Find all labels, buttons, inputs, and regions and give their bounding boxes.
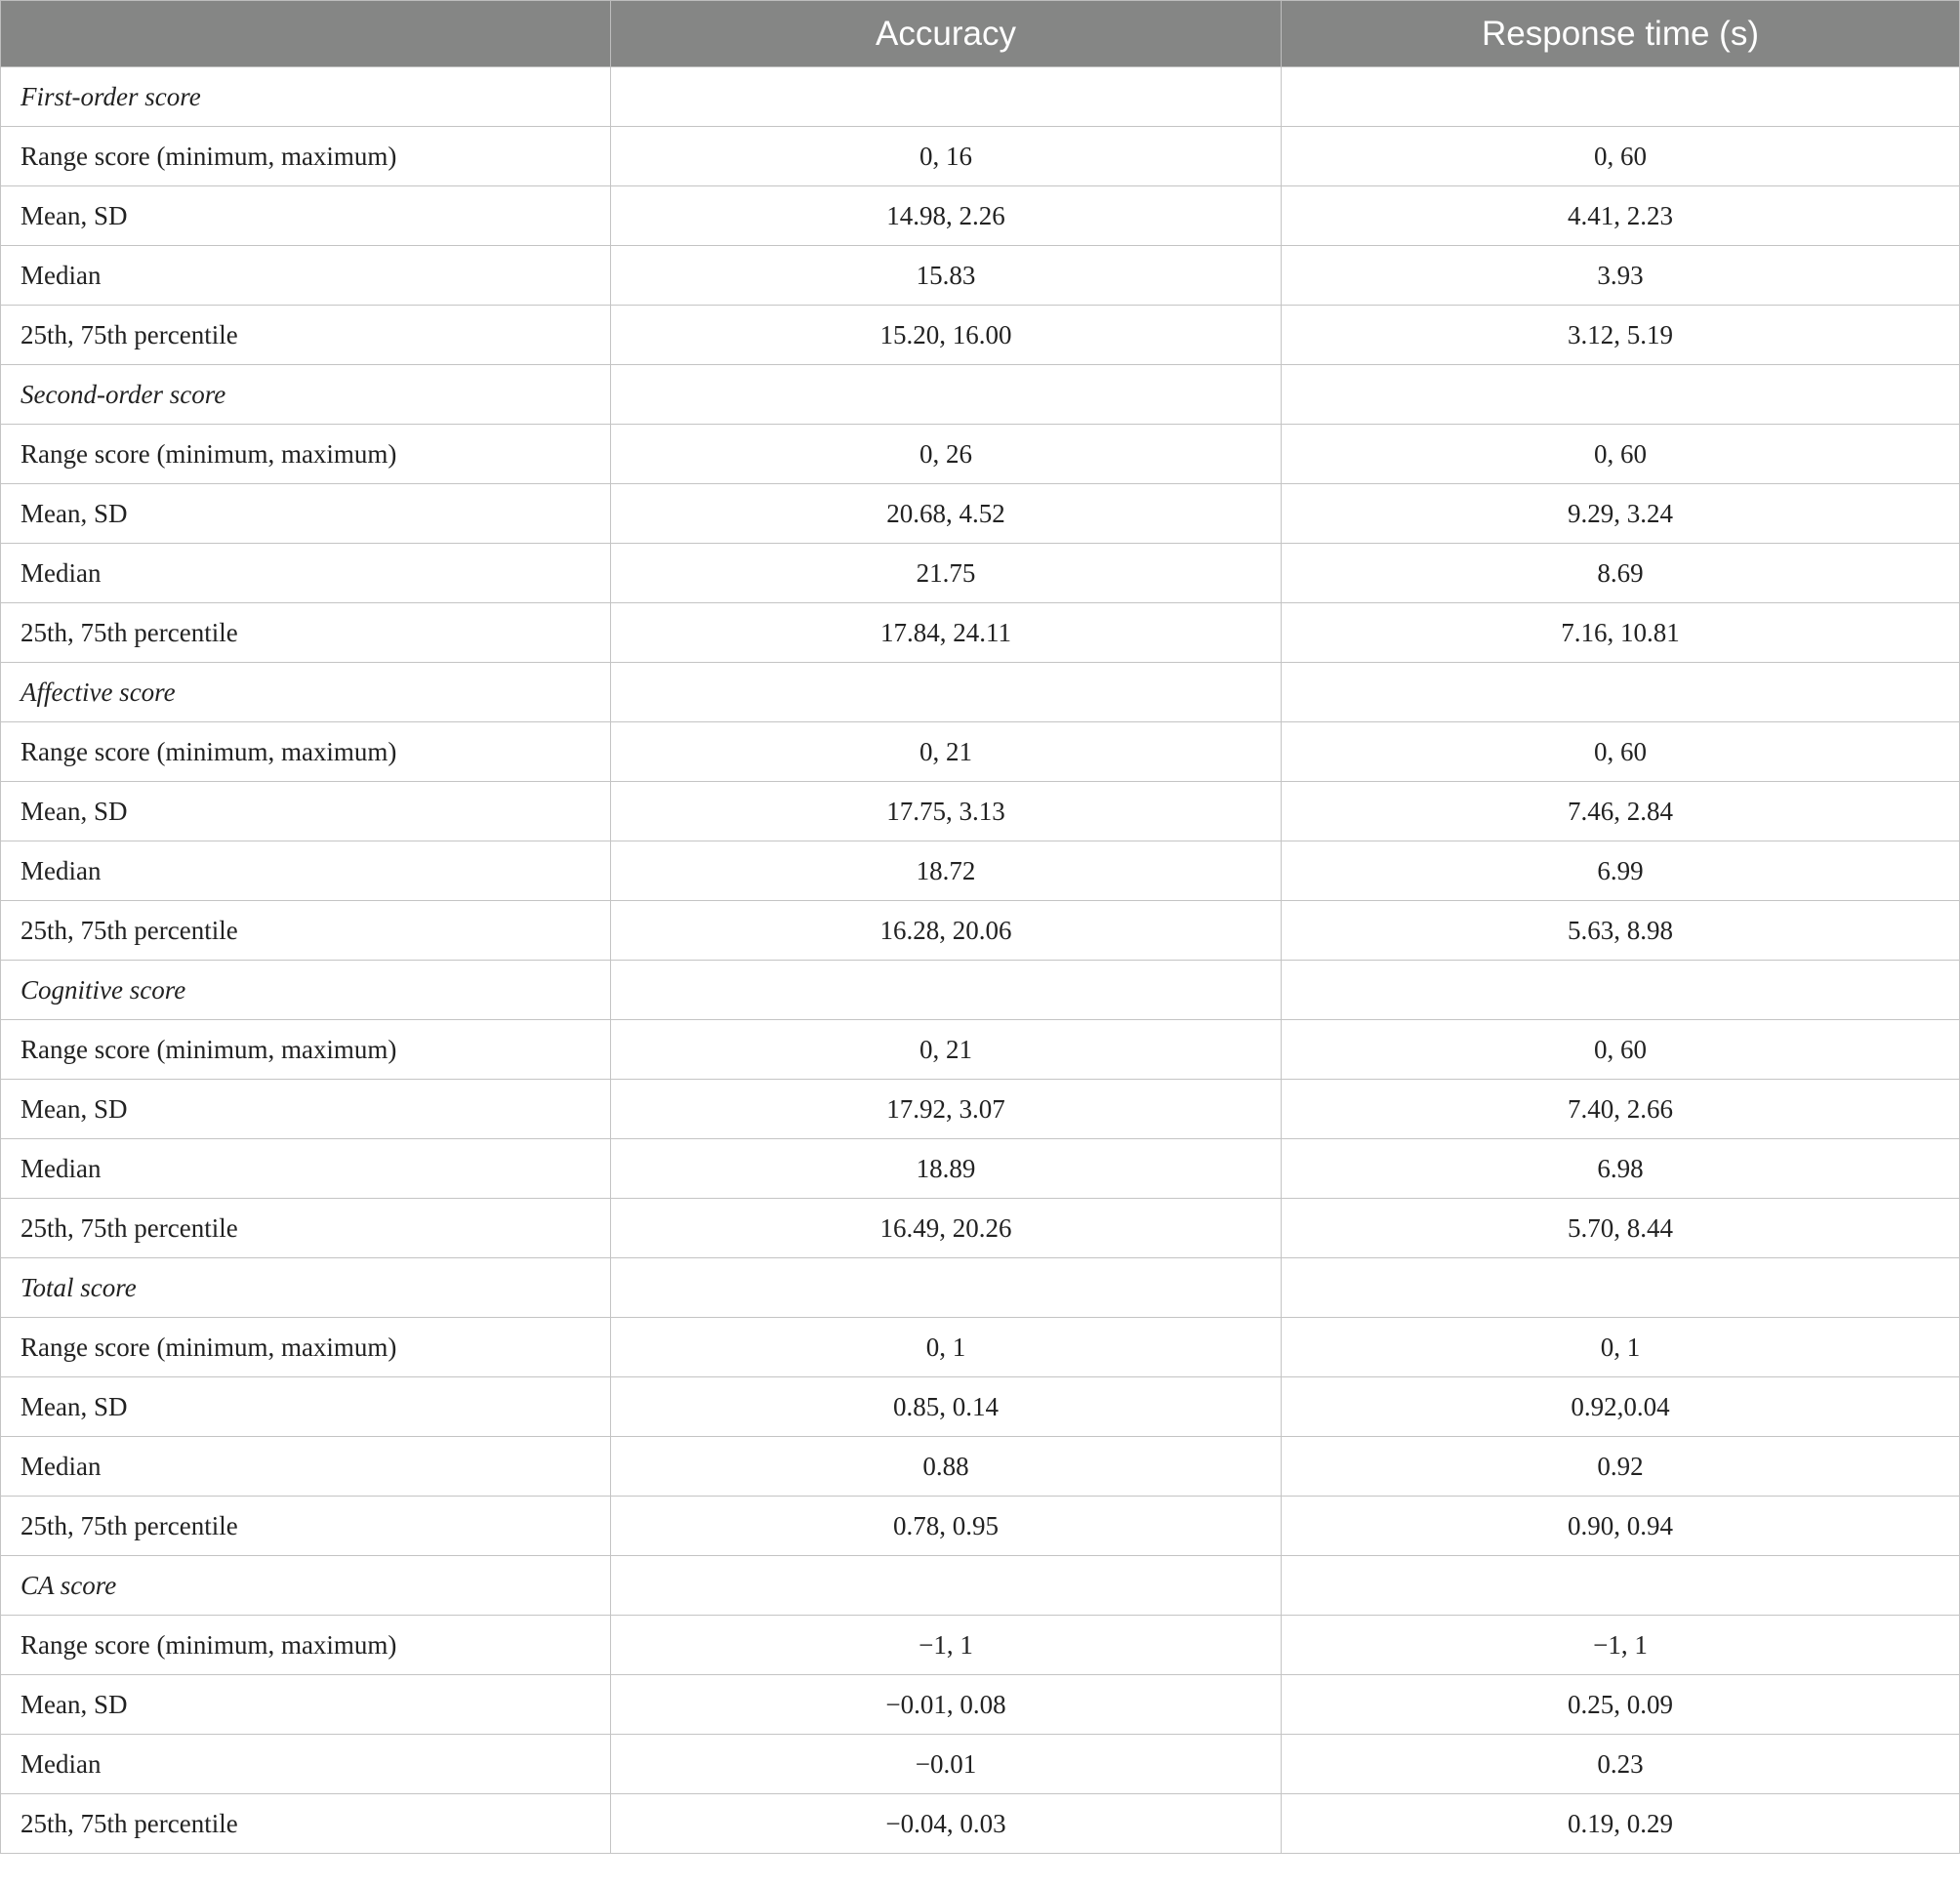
- response-time-cell: 4.41, 2.23: [1282, 186, 1960, 246]
- response-time-cell: 0.92,0.04: [1282, 1377, 1960, 1437]
- row-label: 25th, 75th percentile: [1, 901, 611, 961]
- section-empty-cell: [611, 1258, 1282, 1318]
- table-header: [1, 1, 1960, 67]
- header-response-time: Response time (s): [1282, 1, 1960, 67]
- response-time-cell: 0, 60: [1282, 722, 1960, 782]
- section-empty-cell: [1282, 961, 1960, 1020]
- accuracy-cell: 18.89: [611, 1139, 1282, 1199]
- response-time-cell: 5.70, 8.44: [1282, 1199, 1960, 1258]
- row-label: Median: [1, 544, 611, 603]
- row-label: Median: [1, 1437, 611, 1497]
- section-title: Affective score: [1, 663, 611, 722]
- response-time-cell: 0, 1: [1282, 1318, 1960, 1377]
- row-label: Range score (minimum, maximum): [1, 1020, 611, 1080]
- table-row: [1, 425, 1960, 484]
- section-empty-cell: [1282, 1556, 1960, 1616]
- response-time-cell: 7.16, 10.81: [1282, 603, 1960, 663]
- table-row: [1, 1735, 1960, 1794]
- section-empty-cell: [1282, 365, 1960, 425]
- response-time-cell: 0, 60: [1282, 1020, 1960, 1080]
- response-time-cell: 9.29, 3.24: [1282, 484, 1960, 544]
- section-empty-cell: [611, 365, 1282, 425]
- row-label: Range score (minimum, maximum): [1, 1318, 611, 1377]
- row-label: 25th, 75th percentile: [1, 603, 611, 663]
- section-row: [1, 663, 1960, 722]
- accuracy-cell: 15.83: [611, 246, 1282, 306]
- accuracy-cell: 17.92, 3.07: [611, 1080, 1282, 1139]
- response-time-cell: 7.46, 2.84: [1282, 782, 1960, 841]
- row-label: 25th, 75th percentile: [1, 306, 611, 365]
- table-row: [1, 1497, 1960, 1556]
- table-row: [1, 841, 1960, 901]
- section-row: [1, 365, 1960, 425]
- accuracy-cell: 0, 21: [611, 722, 1282, 782]
- table-row: [1, 306, 1960, 365]
- accuracy-cell: 16.49, 20.26: [611, 1199, 1282, 1258]
- table-row: [1, 782, 1960, 841]
- table-row: [1, 1020, 1960, 1080]
- table-row: [1, 544, 1960, 603]
- accuracy-cell: 0, 21: [611, 1020, 1282, 1080]
- table-row: [1, 1080, 1960, 1139]
- table-row: [1, 901, 1960, 961]
- table-row: [1, 1616, 1960, 1675]
- table-row: [1, 1794, 1960, 1854]
- response-time-cell: 0.90, 0.94: [1282, 1497, 1960, 1556]
- accuracy-cell: 15.20, 16.00: [611, 306, 1282, 365]
- accuracy-cell: −0.01: [611, 1735, 1282, 1794]
- row-label: Mean, SD: [1, 484, 611, 544]
- row-label: Mean, SD: [1, 1675, 611, 1735]
- accuracy-cell: 21.75: [611, 544, 1282, 603]
- table-row: [1, 246, 1960, 306]
- section-row: [1, 961, 1960, 1020]
- response-time-cell: 6.99: [1282, 841, 1960, 901]
- row-label: Median: [1, 246, 611, 306]
- table-row: [1, 1377, 1960, 1437]
- response-time-cell: 6.98: [1282, 1139, 1960, 1199]
- row-label: Median: [1, 1139, 611, 1199]
- section-empty-cell: [611, 663, 1282, 722]
- table-row: [1, 484, 1960, 544]
- row-label: Mean, SD: [1, 1377, 611, 1437]
- response-time-cell: 0.23: [1282, 1735, 1960, 1794]
- row-label: Range score (minimum, maximum): [1, 722, 611, 782]
- section-title: First-order score: [1, 67, 611, 127]
- row-label: Mean, SD: [1, 186, 611, 246]
- table-row: [1, 1318, 1960, 1377]
- accuracy-cell: 17.75, 3.13: [611, 782, 1282, 841]
- accuracy-cell: 0, 26: [611, 425, 1282, 484]
- section-title: Second-order score: [1, 365, 611, 425]
- section-empty-cell: [611, 961, 1282, 1020]
- section-title: Cognitive score: [1, 961, 611, 1020]
- accuracy-cell: 18.72: [611, 841, 1282, 901]
- accuracy-cell: 20.68, 4.52: [611, 484, 1282, 544]
- response-time-cell: 8.69: [1282, 544, 1960, 603]
- row-label: Median: [1, 841, 611, 901]
- accuracy-cell: 17.84, 24.11: [611, 603, 1282, 663]
- table-row: [1, 1199, 1960, 1258]
- header-accuracy: Accuracy: [611, 1, 1282, 67]
- accuracy-cell: −1, 1: [611, 1616, 1282, 1675]
- accuracy-cell: 14.98, 2.26: [611, 186, 1282, 246]
- response-time-cell: 5.63, 8.98: [1282, 901, 1960, 961]
- accuracy-cell: 0.88: [611, 1437, 1282, 1497]
- section-title: CA score: [1, 1556, 611, 1616]
- header-row: [1, 1, 1960, 67]
- section-row: [1, 67, 1960, 127]
- section-empty-cell: [1282, 1258, 1960, 1318]
- response-time-cell: 0.92: [1282, 1437, 1960, 1497]
- response-time-cell: 0, 60: [1282, 425, 1960, 484]
- row-label: Mean, SD: [1, 782, 611, 841]
- row-label: Mean, SD: [1, 1080, 611, 1139]
- response-time-cell: 7.40, 2.66: [1282, 1080, 1960, 1139]
- section-empty-cell: [611, 1556, 1282, 1616]
- response-time-cell: 3.12, 5.19: [1282, 306, 1960, 365]
- row-label: 25th, 75th percentile: [1, 1199, 611, 1258]
- section-row: [1, 1258, 1960, 1318]
- table-row: [1, 186, 1960, 246]
- row-label: 25th, 75th percentile: [1, 1794, 611, 1854]
- section-empty-cell: [611, 67, 1282, 127]
- row-label: Range score (minimum, maximum): [1, 425, 611, 484]
- accuracy-cell: −0.04, 0.03: [611, 1794, 1282, 1854]
- table-row: [1, 603, 1960, 663]
- header-empty-cell: [1, 1, 611, 67]
- accuracy-cell: 0, 16: [611, 127, 1282, 186]
- table-body: [1, 67, 1960, 1854]
- response-time-cell: 0.19, 0.29: [1282, 1794, 1960, 1854]
- response-time-cell: 0, 60: [1282, 127, 1960, 186]
- accuracy-cell: 16.28, 20.06: [611, 901, 1282, 961]
- accuracy-cell: 0, 1: [611, 1318, 1282, 1377]
- table-row: [1, 722, 1960, 782]
- table-row: [1, 1139, 1960, 1199]
- response-time-cell: 3.93: [1282, 246, 1960, 306]
- accuracy-cell: 0.85, 0.14: [611, 1377, 1282, 1437]
- accuracy-cell: −0.01, 0.08: [611, 1675, 1282, 1735]
- accuracy-cell: 0.78, 0.95: [611, 1497, 1282, 1556]
- table-row: [1, 1675, 1960, 1735]
- row-label: Range score (minimum, maximum): [1, 127, 611, 186]
- response-time-cell: −1, 1: [1282, 1616, 1960, 1675]
- row-label: Range score (minimum, maximum): [1, 1616, 611, 1675]
- table-row: [1, 1437, 1960, 1497]
- table-row: [1, 127, 1960, 186]
- row-label: Median: [1, 1735, 611, 1794]
- response-time-cell: 0.25, 0.09: [1282, 1675, 1960, 1735]
- section-empty-cell: [1282, 67, 1960, 127]
- section-empty-cell: [1282, 663, 1960, 722]
- section-title: Total score: [1, 1258, 611, 1318]
- row-label: 25th, 75th percentile: [1, 1497, 611, 1556]
- section-row: [1, 1556, 1960, 1616]
